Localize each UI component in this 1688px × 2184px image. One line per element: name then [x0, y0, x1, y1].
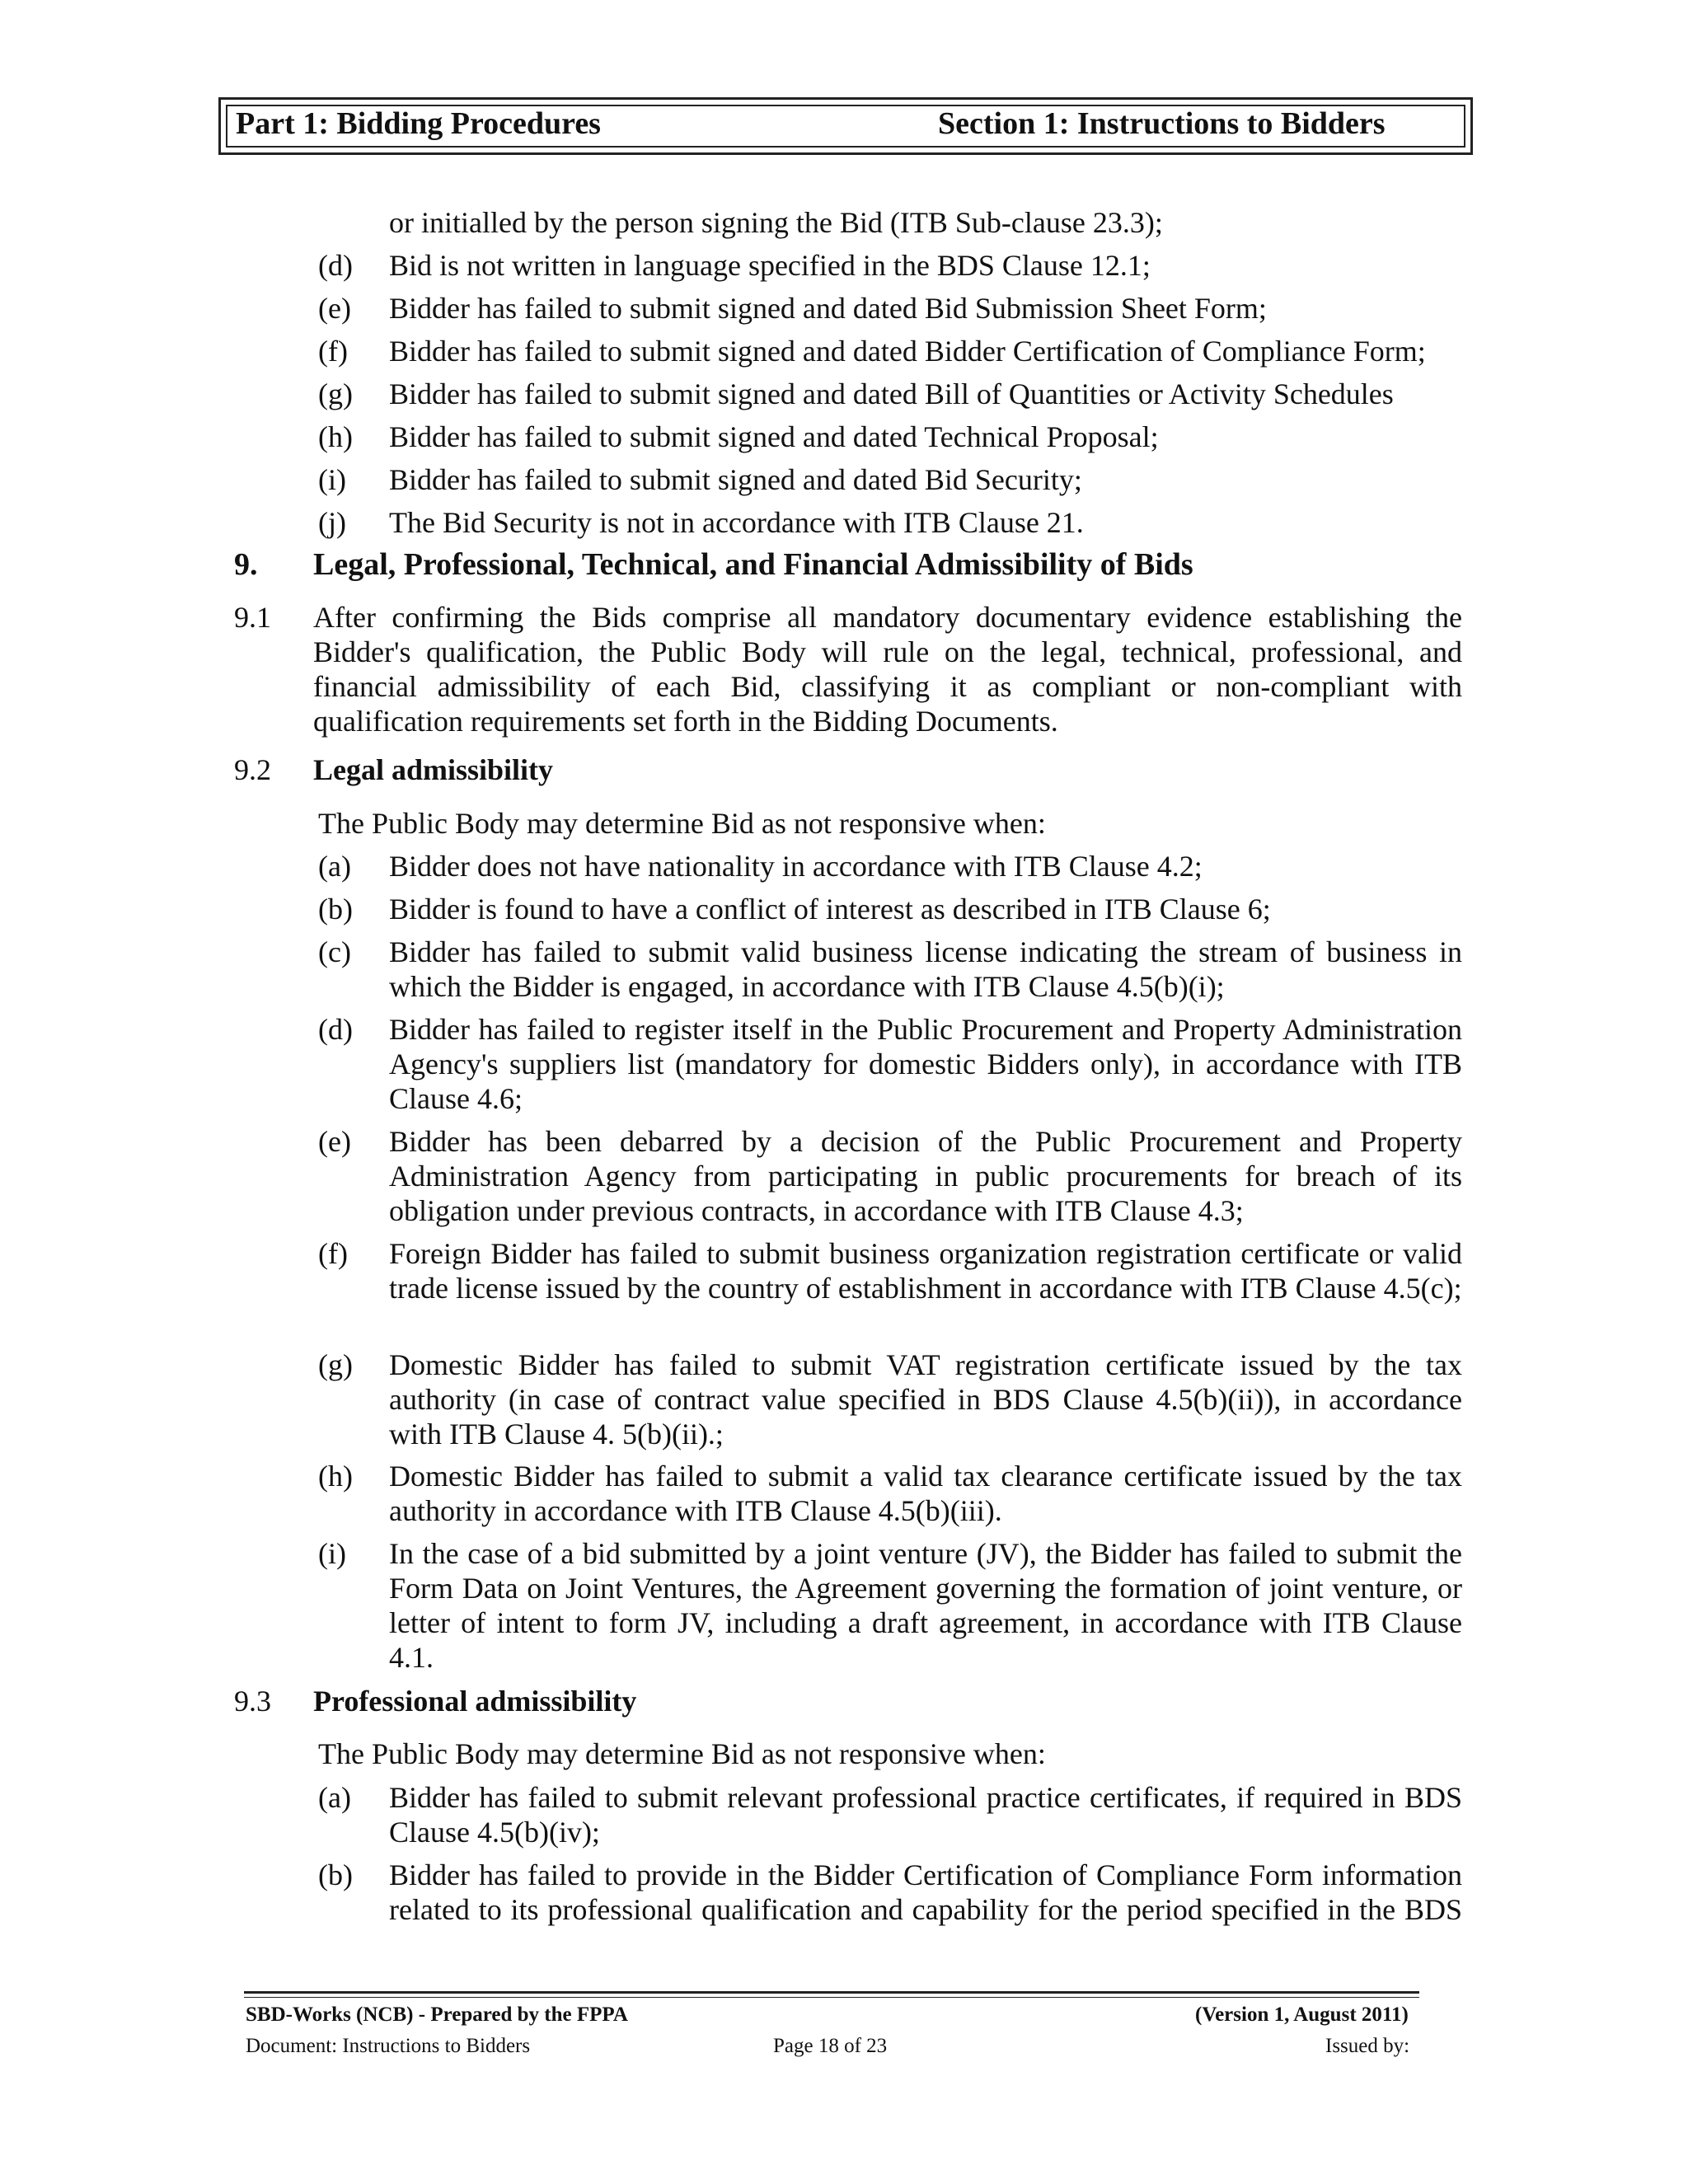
list-item-label: (f) — [318, 1237, 348, 1270]
subsection-9-2-number: 9.2 — [234, 753, 271, 786]
list-item-label: (c) — [318, 935, 351, 968]
page-header — [218, 97, 1473, 155]
section-9-number: 9. — [234, 547, 258, 582]
list-item-label: (a) — [318, 850, 351, 883]
subsection-9-2-title: Legal admissibility — [313, 753, 554, 786]
list-item-text: Bidder has failed to provide in the Bidder Certification of Compliance Form information related to its professional qualification and capability for the period specified in the BDS — [389, 1858, 1462, 1926]
header-part-title: Part 1: Bidding Procedures — [236, 106, 601, 141]
list-item-label: (i) — [318, 1537, 346, 1570]
list-item-label: (g) — [318, 377, 353, 410]
footer-rule-thin — [244, 1997, 1419, 1998]
subsection-9-1-text: After confirming the Bids comprise all mandatory documentary evidence establishing the Bidder's qualification, the Public Body will rule on the legal, technical, professional, and financial admissibility of each Bid, classifying it as compliant or non-compliant with qualification requirements set forth in the Bidding Documents. — [313, 601, 1462, 738]
list-item-text: Bidder has failed to submit signed and dated Bid Submission Sheet Form; — [389, 292, 1267, 325]
footer-version: (Version 1, August 2011) — [1195, 2004, 1409, 2026]
footer-page-number: Page 18 of 23 — [773, 2035, 888, 2057]
subsection-9-3-intro: The Public Body may determine Bid as not responsive when: — [318, 1737, 1046, 1770]
list-item-label: (d) — [318, 1013, 353, 1046]
list-item-text: Bidder has failed to submit signed and dated Bidder Certification of Compliance Form; — [389, 335, 1426, 368]
subsection-9-2-intro: The Public Body may determine Bid as not responsive when: — [318, 807, 1046, 840]
list-item-label: (h) — [318, 1460, 353, 1493]
list-item-text: Domestic Bidder has failed to submit VAT registration certificate issued by the tax authority (in case of contract value specified in BDS Clause 4.5(b)(ii)), in accordance with ITB Clause 4. 5(b)(ii).; — [389, 1348, 1462, 1451]
list-item-label: (j) — [318, 506, 346, 539]
list-item-text: Foreign Bidder has failed to submit business organization registration certificate or valid trade license issued by the country of establishment in accordance with ITB Clause 4.5(c); — [389, 1237, 1462, 1305]
footer-issued-by: Issued by: — [1325, 2035, 1410, 2057]
footer-document-name: Document: Instructions to Bidders — [246, 2035, 531, 2057]
footer-prepared-by: SBD-Works (NCB) - Prepared by the FPPA — [246, 2004, 628, 2026]
header-section-title: Section 1: Instructions to Bidders — [938, 106, 1386, 141]
list-item-text: Bidder has failed to submit signed and dated Bill of Quantities or Activity Schedules — [389, 377, 1394, 410]
list-item-text: Bid is not written in language specified in the BDS Clause 12.1; — [389, 249, 1151, 282]
continuation-first-line: or initialled by the person signing the Bid (ITB Sub-clause 23.3); — [389, 206, 1163, 239]
subsection-9-3-number: 9.3 — [234, 1685, 271, 1718]
list-item-text: Domestic Bidder has failed to submit a valid tax clearance certificate issued by the tax authority in accordance with ITB Clause 4.5(b)(iii). — [389, 1460, 1462, 1527]
subsection-9-1-number: 9.1 — [234, 601, 271, 634]
list-item-label: (g) — [318, 1348, 353, 1381]
list-item-label: (i) — [318, 463, 346, 496]
list-item-label: (e) — [318, 292, 351, 325]
list-item-text: In the case of a bid submitted by a joint venture (JV), the Bidder has failed to submit the Form Data on Joint Ventures, the Agreement governing the formation of joint venture, or letter of intent to form JV, including a draft agreement, in accordance with ITB Clause 4.1. — [389, 1537, 1462, 1674]
section-9-title: Legal, Professional, Technical, and Financial Admissibility of Bids — [313, 547, 1193, 582]
list-item-text: Bidder has failed to submit signed and dated Bid Security; — [389, 463, 1082, 496]
list-item-text: Bidder has failed to submit relevant professional practice certificates, if required in BDS Clause 4.5(b)(iv); — [389, 1781, 1462, 1849]
list-item-label: (h) — [318, 420, 353, 453]
list-item-text: Bidder is found to have a conflict of interest as described in ITB Clause 6; — [389, 893, 1271, 926]
list-item-label: (b) — [318, 893, 353, 926]
list-item-text: Bidder has failed to submit signed and dated Technical Proposal; — [389, 420, 1159, 453]
list-item-label: (e) — [318, 1125, 351, 1158]
footer-rule — [244, 1991, 1419, 1994]
list-item-text: Bidder does not have nationality in accordance with ITB Clause 4.2; — [389, 850, 1203, 883]
list-item-text: The Bid Security is not in accordance with ITB Clause 21. — [389, 506, 1084, 539]
subsection-9-3-title: Professional admissibility — [313, 1685, 637, 1718]
list-item-label: (d) — [318, 249, 353, 282]
list-item-text: Bidder has been debarred by a decision of the Public Procurement and Property Administration Agency from participating in public procurements for breach of its obligation under previous contracts, in accordance with ITB Clause 4.3; — [389, 1125, 1462, 1227]
list-item-label: (b) — [318, 1858, 353, 1891]
list-item-text: Bidder has failed to register itself in the Public Procurement and Property Administration Agency's suppliers list (mandatory for domestic Bidders only), in accordance with ITB Clause 4.6; — [389, 1013, 1462, 1115]
list-item-label: (a) — [318, 1781, 351, 1814]
list-item-label: (f) — [318, 335, 348, 368]
list-item-text: Bidder has failed to submit valid business license indicating the stream of business in which the Bidder is engaged, in accordance with ITB Clause 4.5(b)(i); — [389, 935, 1462, 1003]
